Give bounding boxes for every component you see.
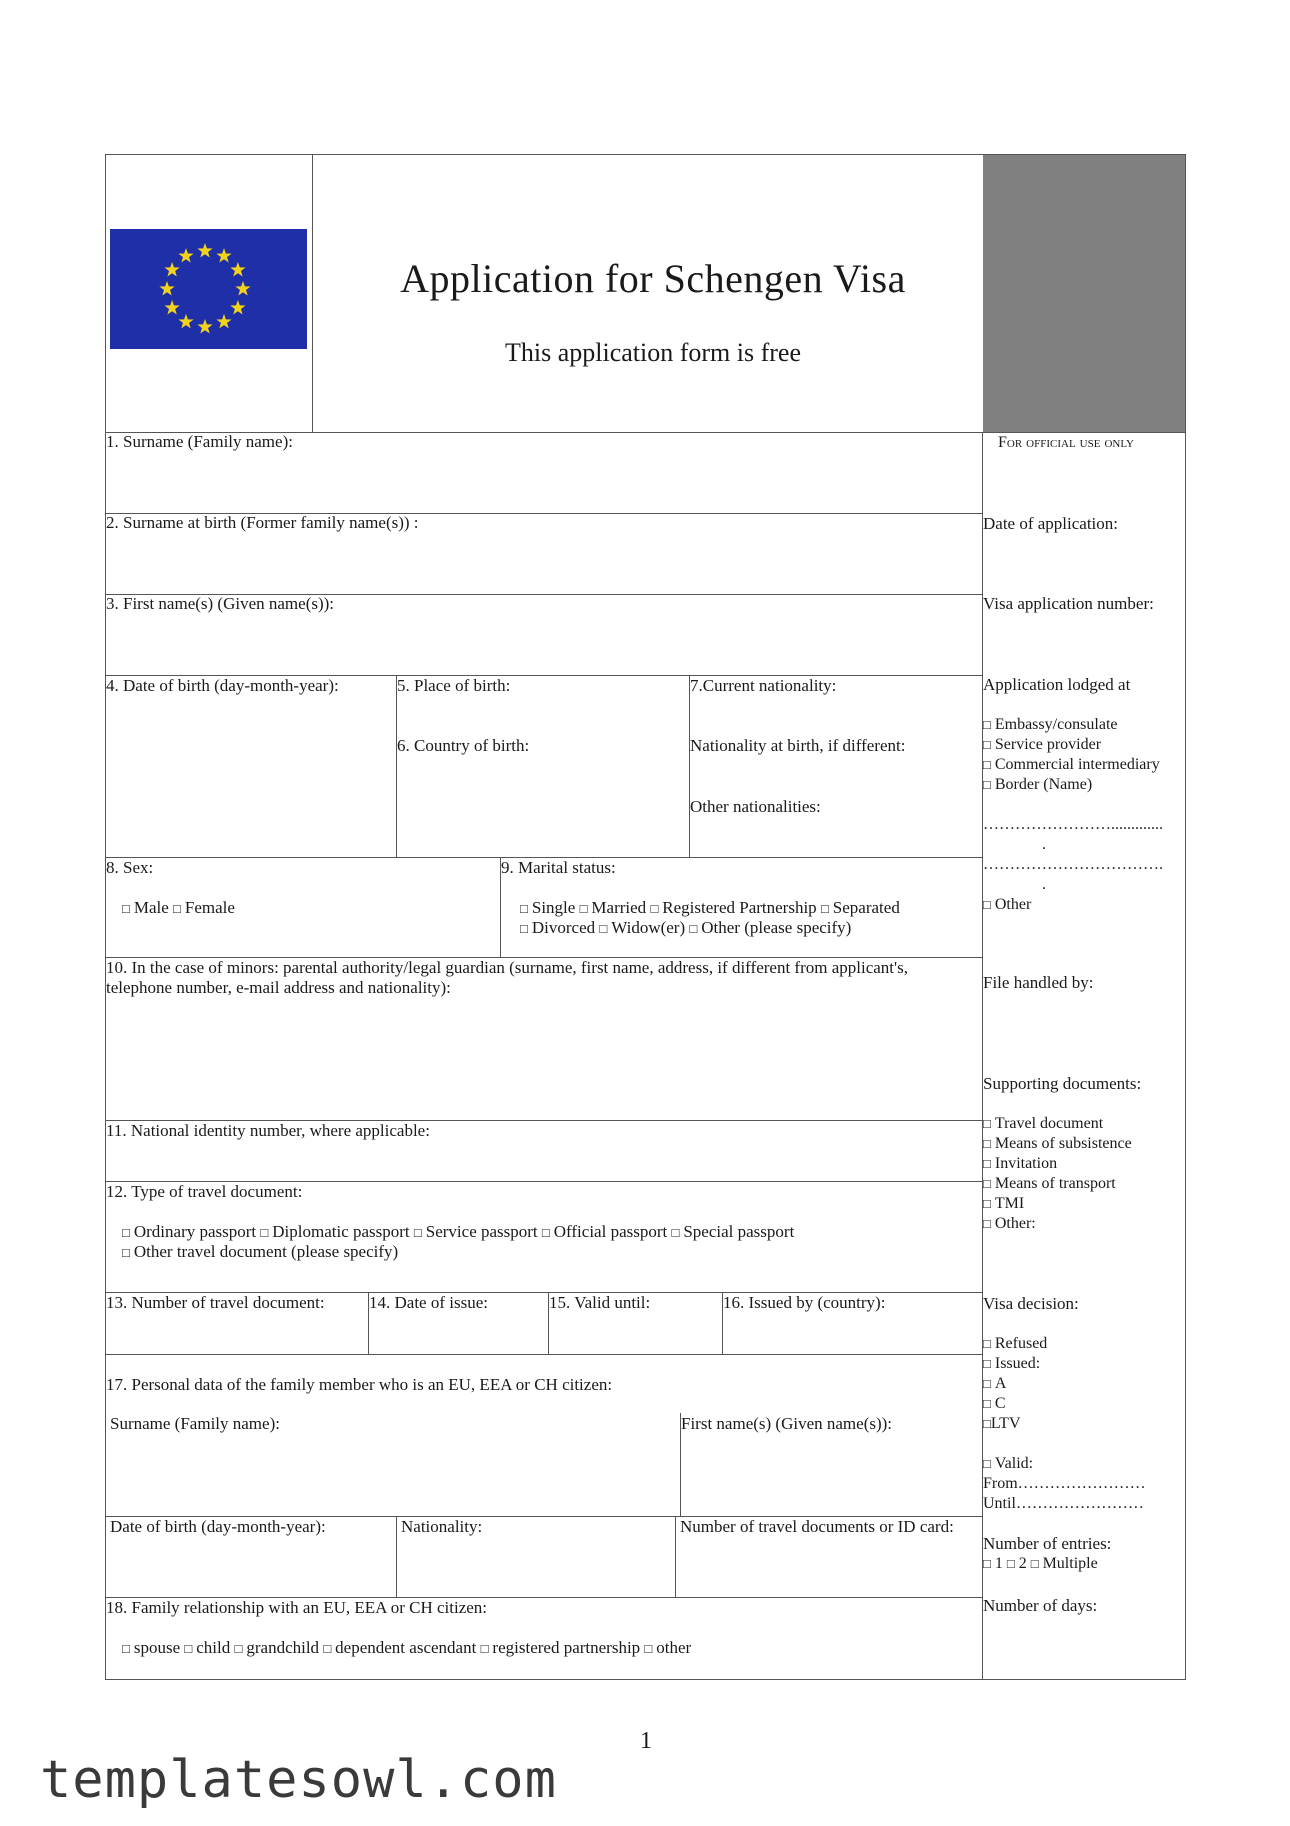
watermark: templatesowl.com — [40, 1750, 557, 1810]
female-checkbox[interactable]: □ Female — [173, 898, 235, 917]
service-passport-checkbox[interactable]: □ Service passport — [413, 1222, 538, 1241]
spouse-checkbox[interactable]: □ spouse — [122, 1638, 181, 1657]
entries-2-checkbox[interactable]: □ 2 — [1006, 1555, 1027, 1572]
dependent-ascendant-checkbox[interactable]: □ dependent ascendant — [323, 1638, 477, 1657]
issued-checkbox[interactable]: □ Issued: — [983, 1355, 1041, 1372]
valid-checkbox[interactable]: □ Valid: — [983, 1455, 1034, 1472]
grandchild-checkbox[interactable]: □ grandchild — [234, 1638, 320, 1657]
first-name-label: 3. First name(s) (Given name(s)): — [106, 594, 335, 613]
marital-options-line1 — [520, 898, 900, 919]
family-nationality-label: Nationality: — [401, 1517, 483, 1536]
valid-from-field: From…………………… — [983, 1475, 1146, 1492]
embassy-checkbox[interactable]: □ Embassy/consulate — [983, 716, 1118, 733]
entries-multiple-checkbox[interactable]: □ Multiple — [1030, 1555, 1098, 1572]
guardian-field[interactable] — [106, 1000, 981, 1118]
type-c-checkbox[interactable]: □ C — [983, 1395, 1006, 1412]
eu-flag — [110, 229, 307, 349]
ordinary-passport-checkbox[interactable]: □ Ordinary passport — [122, 1222, 257, 1241]
eu-flag-icon — [110, 229, 307, 349]
family-first-name-label: First name(s) (Given name(s)): — [681, 1414, 893, 1433]
official-use-header: For official use only — [998, 434, 1134, 451]
valid-until-field: Until…………………… — [983, 1495, 1144, 1512]
border-name-dot-1: . — [1042, 836, 1046, 853]
date-of-issue-label: 14. Date of issue: — [369, 1293, 488, 1312]
visa-application-number-label: Visa application number: — [983, 594, 1154, 613]
child-checkbox[interactable]: □ child — [184, 1638, 231, 1657]
widow-checkbox[interactable]: □ Widow(er) — [599, 918, 686, 937]
national-id-field[interactable] — [106, 1144, 981, 1179]
nationality-at-birth-label: Nationality at birth, if different: — [690, 736, 906, 755]
first-name-field[interactable] — [106, 617, 981, 673]
type-a-checkbox[interactable]: □ A — [983, 1375, 1007, 1392]
means-of-subsistence-checkbox[interactable]: □ Means of subsistence — [983, 1135, 1132, 1152]
border-name-dot-2: . — [1042, 876, 1046, 893]
travel-document-options-line2 — [122, 1242, 398, 1263]
special-passport-checkbox[interactable]: □ Special passport — [671, 1222, 795, 1241]
surname-label: 1. Surname (Family name): — [106, 432, 293, 451]
place-of-birth-label: 5. Place of birth: — [397, 676, 511, 695]
page-subtitle: This application form is free — [504, 338, 802, 367]
border-name-dots-2: ……………………………. — [983, 856, 1163, 873]
sex-label: 8. Sex: — [106, 858, 154, 877]
travel-document-type-label: 12. Type of travel document: — [106, 1182, 303, 1201]
number-of-days-label: Number of days: — [983, 1596, 1098, 1615]
family-document-number-label: Number of travel documents or ID card: — [680, 1517, 954, 1536]
entries-options — [983, 1554, 1098, 1574]
diplomatic-passport-checkbox[interactable]: □ Diplomatic passport — [260, 1222, 410, 1241]
married-checkbox[interactable]: □ Married — [579, 898, 647, 917]
travel-document-options-line1 — [122, 1222, 794, 1243]
issued-by-label: 16. Issued by (country): — [723, 1293, 886, 1312]
visa-decision-label: Visa decision: — [983, 1294, 1079, 1313]
country-of-birth-label: 6. Country of birth: — [397, 736, 530, 755]
male-checkbox[interactable]: □ Male — [122, 898, 169, 917]
family-member-label: 17. Personal data of the family member who is an EU, EEA or CH citizen: — [106, 1375, 613, 1394]
family-surname-label: Surname (Family name): — [110, 1414, 280, 1433]
divorced-checkbox[interactable]: □ Divorced — [520, 918, 596, 937]
official-passport-checkbox[interactable]: □ Official passport — [541, 1222, 668, 1241]
commercial-intermediary-checkbox[interactable]: □ Commercial intermediary — [983, 756, 1160, 773]
current-nationality-label: 7.Current nationality: — [690, 676, 837, 695]
separated-checkbox[interactable]: □ Separated — [820, 898, 900, 917]
tmi-checkbox[interactable]: □ TMI — [983, 1195, 1025, 1212]
page-number: 1 — [640, 1728, 652, 1754]
travel-document-checkbox[interactable]: □ Travel document — [983, 1115, 1104, 1132]
supporting-documents-label: Supporting documents: — [983, 1074, 1142, 1093]
other-travel-document-checkbox[interactable]: □ Other travel document (please specify) — [122, 1242, 399, 1261]
date-of-birth-label: 4. Date of birth (day-month-year): — [106, 676, 339, 695]
page-title: Application for Schengen Visa — [400, 256, 906, 301]
guardian-label: 10. In the case of minors: parental authority/legal guardian (surname, first name, address, if different from applicant's, telephone number, e-mail address and nationality): — [106, 958, 908, 997]
sex-options — [122, 898, 235, 919]
refused-checkbox[interactable]: □ Refused — [983, 1335, 1048, 1352]
number-of-entries-label: Number of entries: — [983, 1534, 1112, 1553]
travel-document-number-label: 13. Number of travel document: — [106, 1293, 325, 1312]
family-date-of-birth-label: Date of birth (day-month-year): — [110, 1517, 326, 1536]
surname-at-birth-label: 2. Surname at birth (Former family name(s)) : — [106, 513, 419, 532]
photo-box — [983, 155, 1185, 432]
file-handled-by-label: File handled by: — [983, 973, 1094, 992]
entries-1-checkbox[interactable]: □ 1 — [983, 1555, 1003, 1572]
other-supporting-checkbox[interactable]: □ Other: — [983, 1215, 1036, 1232]
registered-partnership-relationship-checkbox[interactable]: □ registered partnership — [480, 1638, 641, 1657]
other-lodged-checkbox[interactable]: □ Other — [983, 896, 1032, 913]
border-name-dots-1: ……………………............. — [983, 816, 1163, 833]
invitation-checkbox[interactable]: □ Invitation — [983, 1155, 1058, 1172]
ltv-checkbox[interactable]: □LTV — [983, 1415, 1021, 1432]
surname-at-birth-field[interactable] — [106, 536, 981, 592]
other-relationship-checkbox[interactable]: □ other — [644, 1638, 692, 1657]
valid-until-label: 15. Valid until: — [549, 1293, 651, 1312]
marital-options-line2 — [520, 918, 851, 939]
national-id-label: 11. National identity number, where applicable: — [106, 1121, 430, 1140]
family-relationship-options — [122, 1638, 691, 1659]
other-nationalities-label: Other nationalities: — [690, 797, 821, 816]
date-of-application-label: Date of application: — [983, 514, 1119, 533]
registered-partnership-checkbox[interactable]: □ Registered Partnership — [650, 898, 817, 917]
means-of-transport-checkbox[interactable]: □ Means of transport — [983, 1175, 1116, 1192]
surname-field[interactable] — [106, 455, 981, 511]
other-marital-checkbox[interactable]: □ Other (please specify) — [689, 918, 852, 937]
service-provider-checkbox[interactable]: □ Service provider — [983, 736, 1102, 753]
family-relationship-label: 18. Family relationship with an EU, EEA or CH citizen: — [106, 1598, 488, 1617]
application-lodged-at-label: Application lodged at — [983, 675, 1131, 694]
border-checkbox[interactable]: □ Border (Name) — [983, 776, 1093, 793]
single-checkbox[interactable]: □ Single — [520, 898, 576, 917]
marital-status-label: 9. Marital status: — [501, 858, 616, 877]
